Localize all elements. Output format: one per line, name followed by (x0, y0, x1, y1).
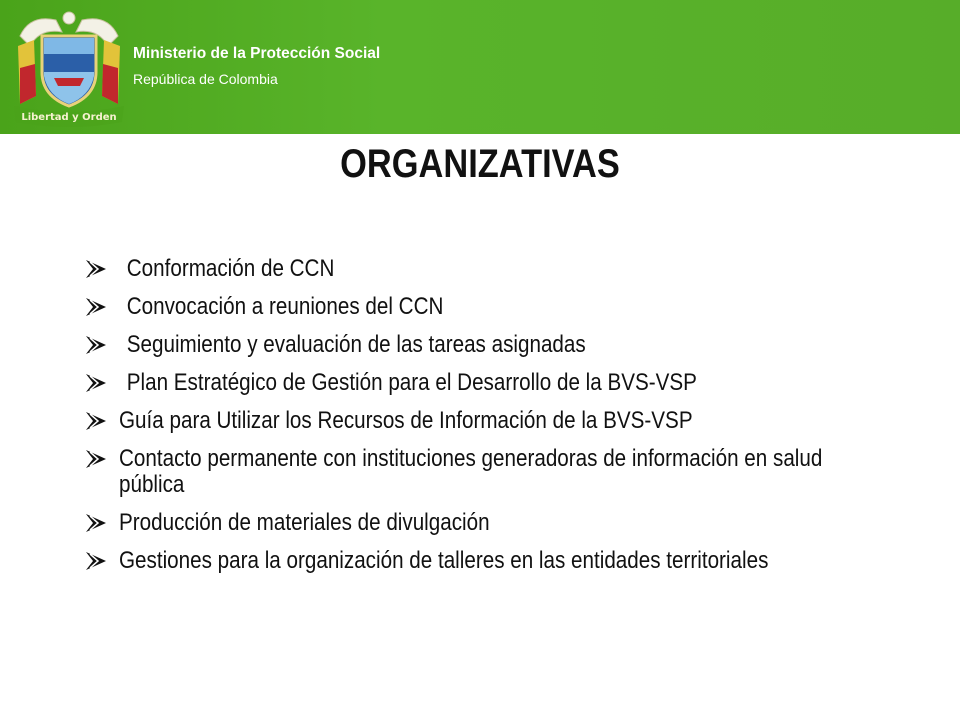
list-item-text: Seguimiento y evaluación de las tareas asignadas (126, 331, 586, 358)
list-item (86, 446, 906, 498)
arrow-check-bullet-icon (86, 450, 106, 468)
ministry-name: Ministerio de la Protección Social (133, 45, 381, 62)
bullet-list (86, 256, 906, 586)
list-item (86, 408, 906, 434)
arrow-check-bullet-icon (86, 298, 106, 316)
list-item-text: Plan Estratégico de Gestión para el Desarrollo de la BVS-VSP (126, 369, 697, 396)
colombia-crest-logo (10, 6, 128, 128)
list-item-text: Guía para Utilizar los Recursos de Información de la BVS-VSP (119, 407, 693, 434)
list-item (86, 510, 906, 536)
list-item-text: Producción de materiales de divulgación (119, 509, 490, 536)
list-item (86, 332, 906, 358)
slide-title: ORGANIZATIVAS (340, 142, 620, 186)
arrow-check-bullet-icon (86, 260, 106, 278)
list-item (86, 256, 906, 282)
list-item-text: Conformación de CCN (126, 255, 335, 282)
arrow-check-bullet-icon (86, 412, 106, 430)
arrow-check-bullet-icon (86, 336, 106, 354)
header-bar (0, 0, 960, 134)
list-item-text: Contacto permanente con instituciones generadoras de información en salud pública (119, 445, 823, 498)
list-item (86, 370, 906, 396)
arrow-check-bullet-icon (86, 374, 106, 392)
list-item (86, 548, 906, 574)
list-item-text: Convocación a reuniones del CCN (126, 293, 444, 320)
svg-text:Libertad y Orden: Libertad y Orden (21, 112, 117, 123)
coat-of-arms-icon (10, 6, 128, 128)
list-item-text: Gestiones para la organización de talleres en las entidades territoriales (119, 547, 769, 574)
republic-name: República de Colombia (133, 71, 278, 87)
arrow-check-bullet-icon (86, 552, 106, 570)
list-item (86, 294, 906, 320)
arrow-check-bullet-icon (86, 514, 106, 532)
